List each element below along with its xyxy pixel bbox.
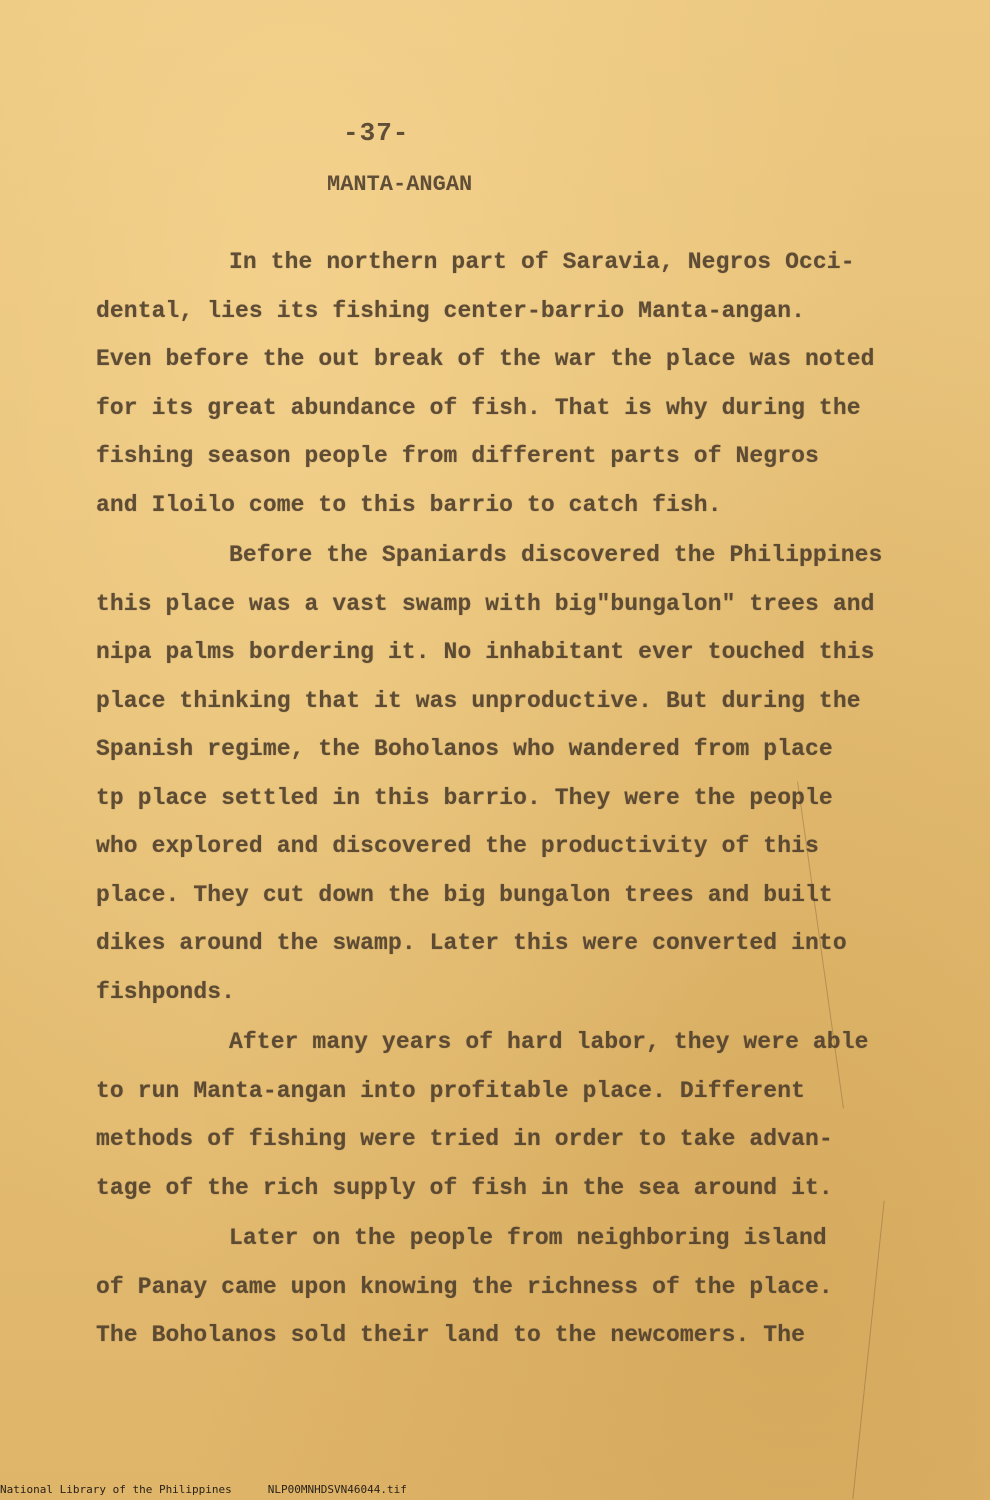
text-line: fishponds. xyxy=(96,978,236,1005)
text-line: Spanish regime, the Boholanos who wandered from place xyxy=(96,736,833,762)
scan-footer xyxy=(0,1483,443,1496)
text-line: In the northern part of Saravia, Negros Occi- xyxy=(229,249,855,275)
text-line: dental, lies its fishing center-barrio Manta-angan. xyxy=(96,297,806,324)
page-number: -37- xyxy=(343,118,410,148)
text-line: fishing season people from different parts of Negros xyxy=(96,443,819,469)
text-line: The Boholanos sold their land to the newcomers. The xyxy=(96,1322,806,1348)
text-line: place thinking that it was unproductive. But during the xyxy=(96,687,861,714)
text-line: for its great abundance of fish. That is why during the xyxy=(96,394,861,421)
text-line: and Iloilo come to this barrio to catch fish. xyxy=(96,491,722,518)
text-line: tp place settled in this barrio. They were the people xyxy=(96,784,833,811)
text-line: place. They cut down the big bungalon trees and built xyxy=(96,881,833,908)
text-line: of Panay came upon knowing the richness of the place. xyxy=(96,1273,833,1300)
file-identifier: NLP00MNHDSVN46044.tif xyxy=(267,1483,407,1496)
text-line: methods of fishing were tried in order to take advan- xyxy=(96,1126,833,1152)
text-line: nipa palms bordering it. No inhabitant ever touched this xyxy=(96,639,875,665)
text-line: Later on the people from neighboring island xyxy=(229,1225,827,1251)
document-title: MANTA-ANGAN xyxy=(327,172,473,197)
document-body xyxy=(96,238,926,1360)
text-line: this place was a vast swamp with big"bungalon" trees and xyxy=(96,590,875,617)
text-line: tage of the rich supply of fish in the sea around it. xyxy=(96,1174,833,1201)
text-line: who explored and discovered the productivity of this xyxy=(96,833,819,859)
text-line: to run Manta-angan into profitable place. Different xyxy=(96,1077,806,1104)
text-line: dikes around the swamp. Later this were converted into xyxy=(96,930,847,956)
library-credit: National Library of the Philippines xyxy=(0,1483,232,1496)
text-line: Even before the out break of the war the place was noted xyxy=(96,346,875,372)
text-line: Before the Spaniards discovered the Philippines xyxy=(229,542,883,568)
text-line: After many years of hard labor, they were able xyxy=(229,1029,869,1055)
